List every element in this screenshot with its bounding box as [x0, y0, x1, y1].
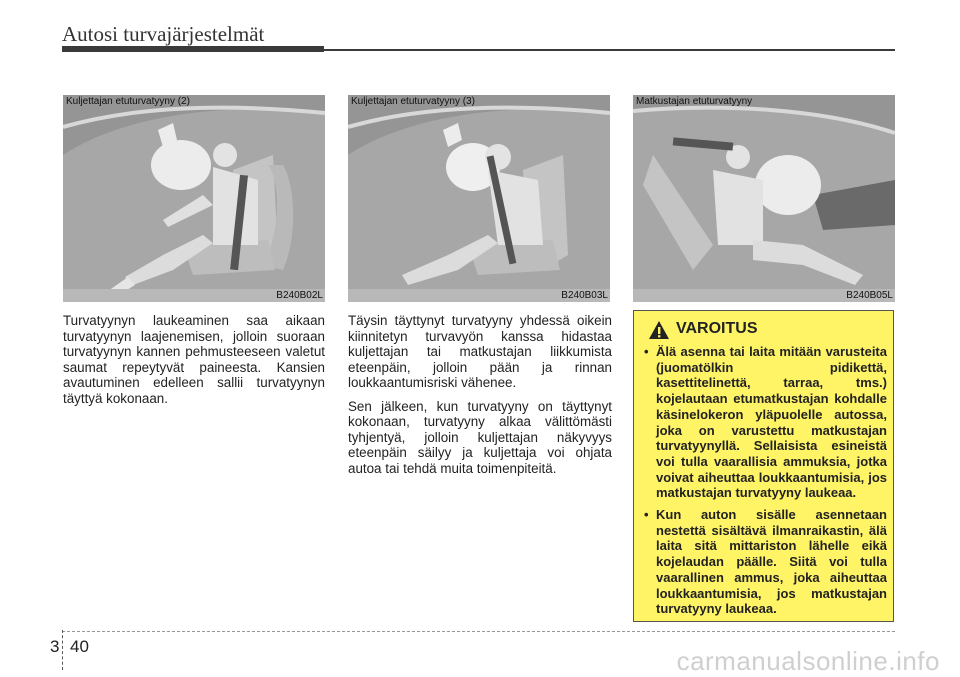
footer-line [62, 631, 895, 632]
figure-caption: Kuljettajan etuturvatyyny (2) [66, 96, 190, 107]
column-2-paragraph-2: Sen jälkeen, kun turvatyyny on täyttynyt kokonaan, turvatyyny alkaa välittömästi tyhjentyä, jolloin kuljettajan näkyvyys eteenpäin säilyy ja kuljettaja voi ohjata autoa tai tehdä muita toimenpiteitä. [348, 398, 612, 476]
column-2-text [348, 313, 612, 484]
column-1-text [63, 313, 325, 414]
figure-code: B240B05L [846, 290, 893, 301]
watermark-text: carmanualsonline.info [676, 646, 940, 676]
figure-code: B240B03L [561, 290, 608, 301]
warning-item: • Kun auton sisälle asennetaan nestettä sisältävä ilmanraikastin, älä laita sitä mittariston lähelle eikä kojelaudan päälle. Siitä voi tulla vaarallinen ammus, joka aiheuttaa loukkaantumisia, jos matkustajan turvatyyny laukeaa. [642, 507, 887, 617]
warning-item: • Älä asenna tai laita mitään varusteita (juomatölkin pidikettä, kasettitelinettä, tarraa, tms.) kojelautaan etumatkustajan kohdalle käsinelokeron yläpuolelle autossa, joka on varustettu matkustajan turvatyynyllä. Sellaisista esineistä voi tulla vaarallisia ammuksia, jotka voivat aiheuttaa loukkaantumisia, jos matkustajan turvatyyny laukeaa. [642, 344, 887, 501]
column-1-paragraph: Turvatyynyn laukeaminen saa aikaan turvatyynyn laajenemisen, jolloin suoraan turvatyynyn kannen pehmusteeseen valetut saumat repeytyvät paineesta. Kansien avautuminen edelleen sallii turvatyynyn täyttyä kokonaan. [63, 313, 325, 406]
header-rule-thin [324, 49, 895, 51]
figure-code: B240B02L [276, 290, 323, 301]
page-header-title: Autosi turvajärjestelmät [62, 22, 265, 46]
warning-triangle-icon [648, 320, 670, 340]
figure-passenger-airbag [633, 95, 895, 302]
page-number: 40 [70, 637, 89, 656]
warning-box [633, 310, 894, 622]
figure-driver-airbag-2 [63, 95, 325, 302]
figure-driver-airbag-3 [348, 95, 610, 302]
figure-caption: Matkustajan etuturvatyyny [636, 96, 753, 107]
airbag-illustration-1 [63, 95, 325, 302]
airbag-illustration-2 [348, 95, 610, 302]
page-section-number: 3 [50, 637, 60, 656]
warning-list [642, 344, 887, 623]
airbag-illustration-3 [633, 95, 895, 302]
column-2-paragraph-1: Täysin täyttynyt turvatyyny yhdessä oikein kiinnitetyn turvavyön kanssa hidastaa kuljettajan tai matkustajan liikkumista eteenpäin, jolloin pään ja rinnan loukkaantumisriski vähenee. [348, 313, 612, 390]
warning-title: VAROITUS [676, 320, 758, 337]
header-rule-thick [62, 46, 324, 52]
page-divider [62, 630, 63, 670]
figure-caption: Kuljettajan etuturvatyyny (3) [351, 96, 475, 107]
